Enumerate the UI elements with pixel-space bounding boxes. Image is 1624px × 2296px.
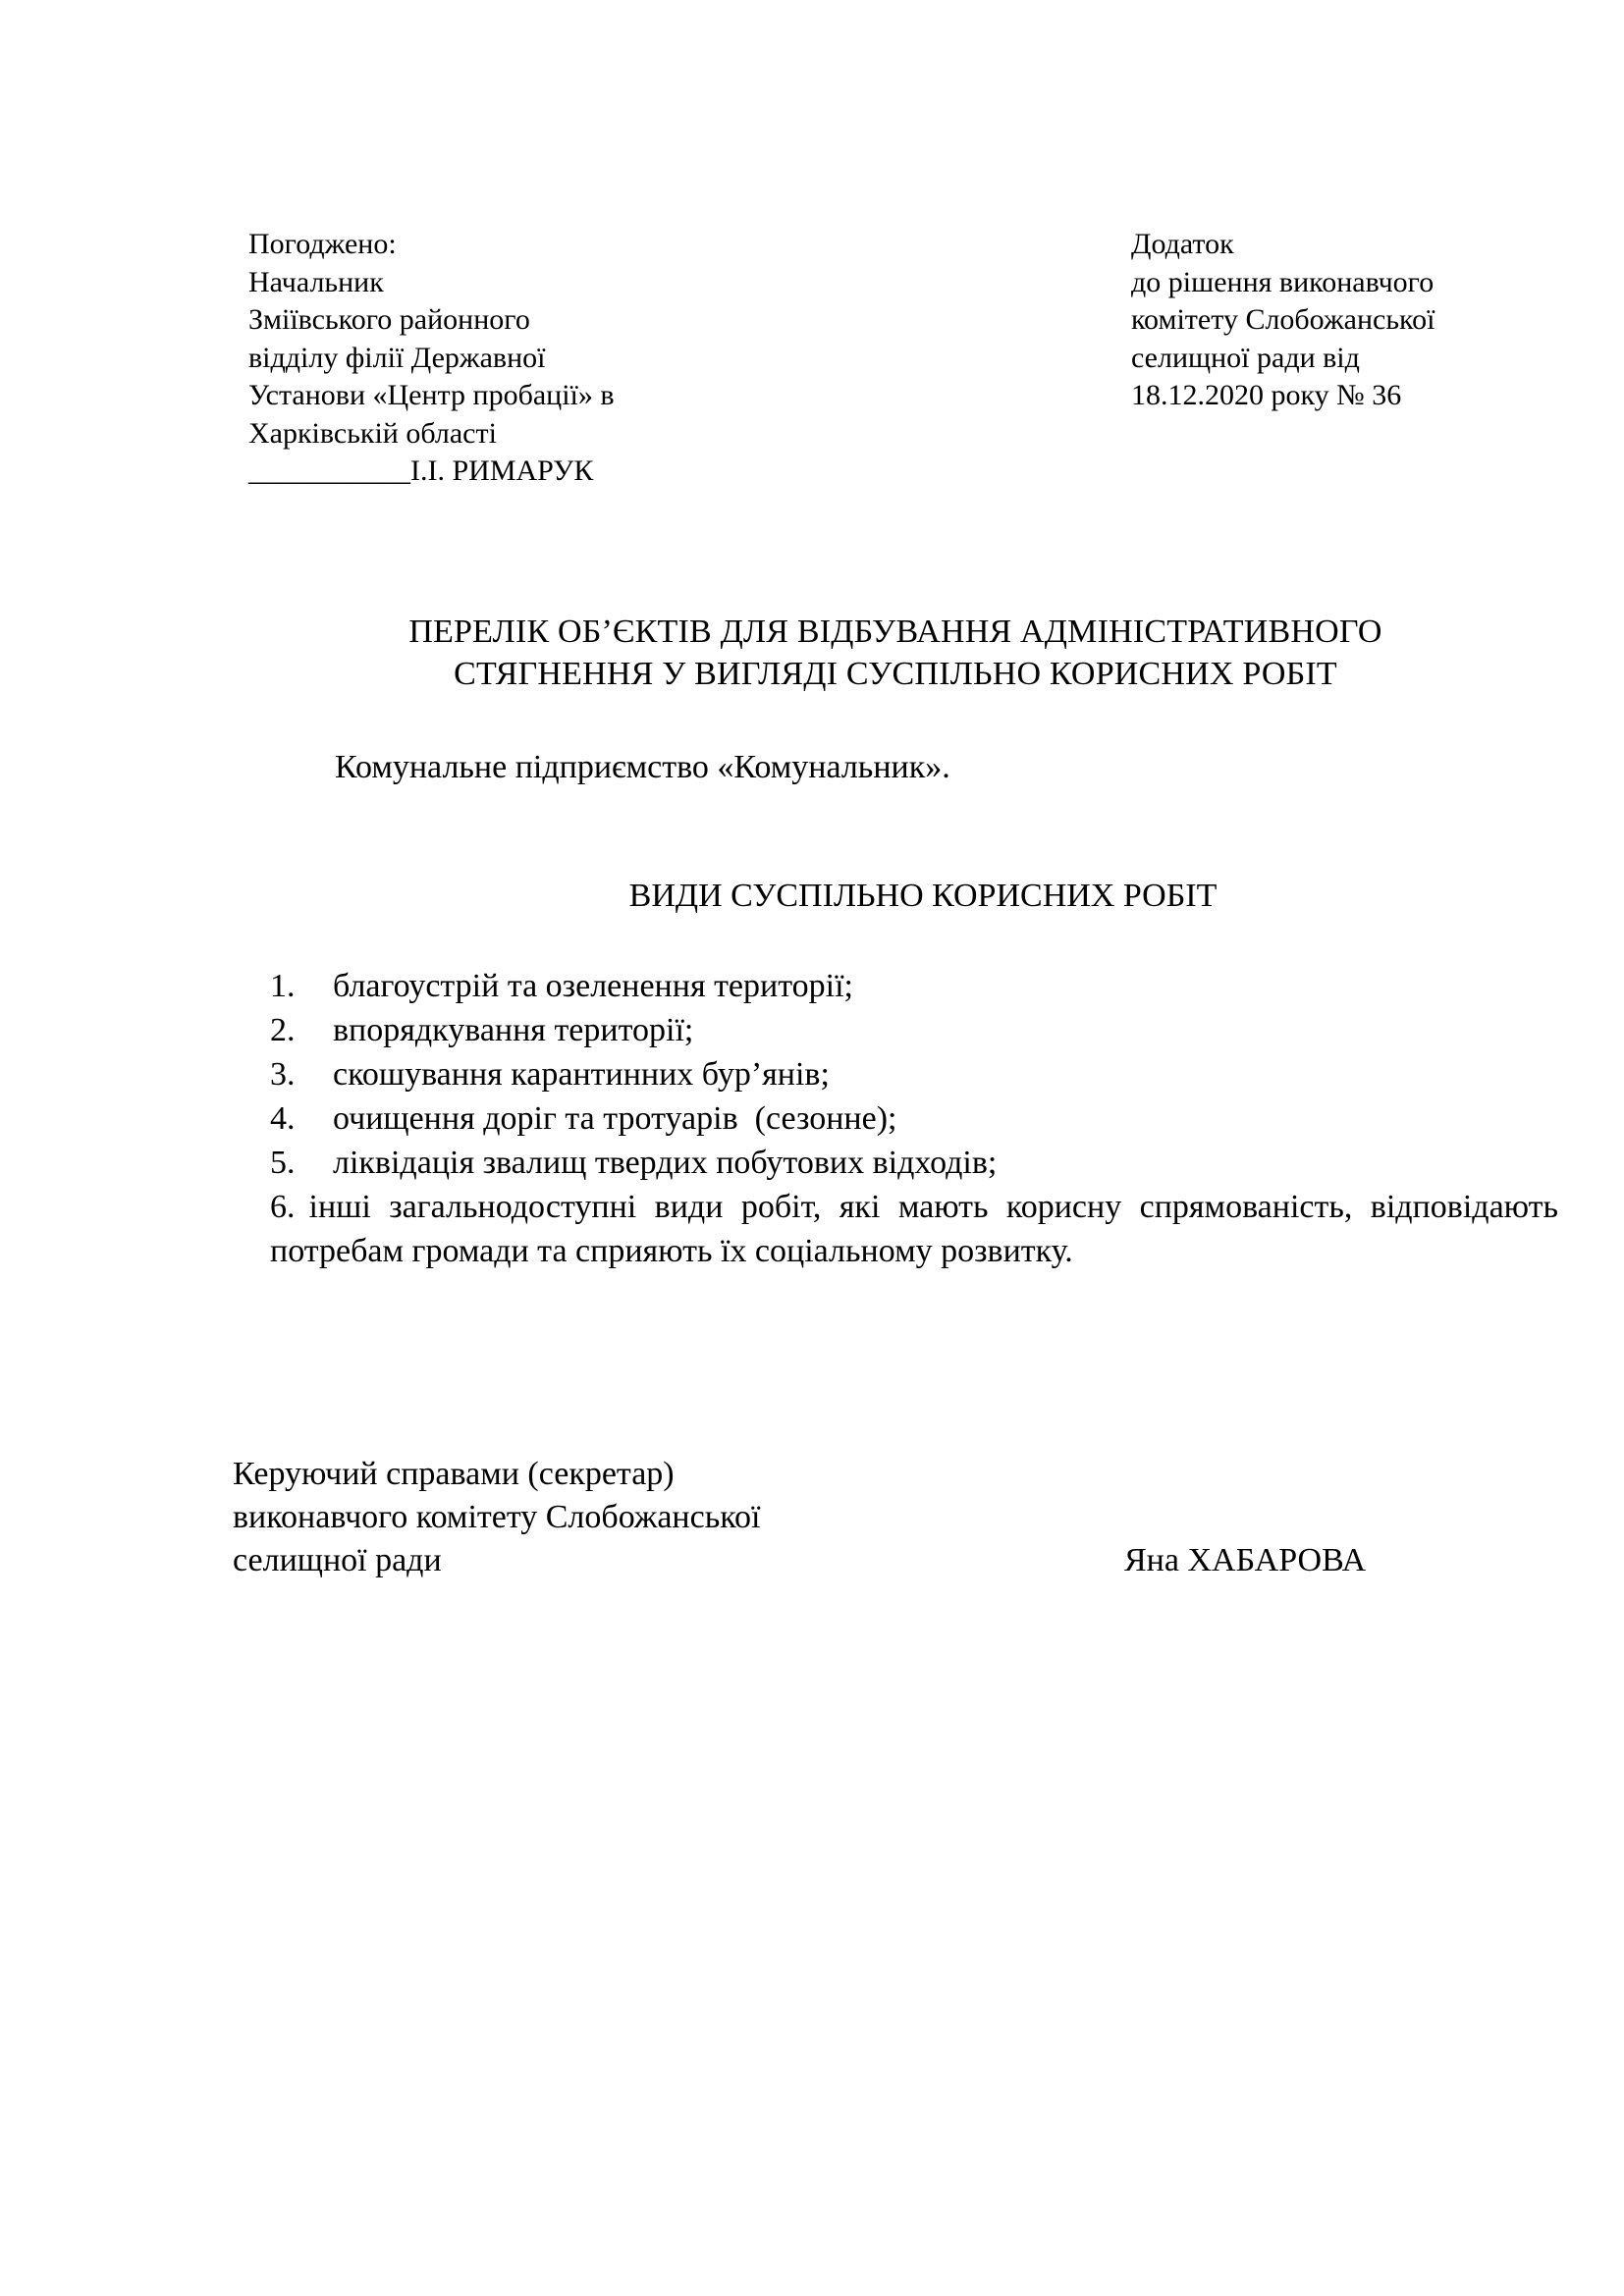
list-item xyxy=(270,1141,1558,1185)
list-item-text: інші загальнодоступні види робіт, які мають корисну спрямованість, відповідають потребам громади та сприяють їх соціальному розвитку. xyxy=(270,1189,1558,1269)
list-item-number: 5. xyxy=(270,1145,296,1181)
signatory-title-line: селищної ради xyxy=(233,1542,442,1578)
approval-line: Зміївського районного xyxy=(248,303,530,336)
signatory-name: Яна ХАБАРОВА xyxy=(1124,1542,1367,1578)
approval-line: відділу філії Державної xyxy=(248,341,546,374)
list-item-text: впорядкування території; xyxy=(333,1012,694,1048)
list-item-text: скошування карантинних бур’янів; xyxy=(333,1056,830,1093)
approval-block xyxy=(248,226,759,491)
signature-block xyxy=(233,1453,760,1582)
title-line: ПЕРЕЛІК ОБ’ЄКТІВ ДЛЯ ВІДБУВАННЯ АДМІНІСТРАТИВНОГО xyxy=(408,614,1382,650)
approval-signature-line: ___________І.І. РИМАРУК xyxy=(248,454,594,487)
approval-line: Установи «Центр пробації» в xyxy=(248,379,615,411)
list-item-text: благоустрій та озеленення території; xyxy=(333,968,853,1004)
list-item-number: 6. xyxy=(270,1189,296,1225)
list-item xyxy=(270,964,1558,1008)
document-title xyxy=(0,611,1624,695)
signatory-title-line: виконавчого комітету Слобожанської xyxy=(233,1499,761,1535)
list-item-number: 3. xyxy=(270,1056,296,1093)
list-item-number: 4. xyxy=(270,1100,296,1137)
annex-line: Додаток xyxy=(1131,228,1234,260)
annex-line: комітету Слобожанської xyxy=(1131,303,1435,336)
annex-line: до рішення виконавчого xyxy=(1131,265,1435,298)
signatory-title-line: Керуючий справами (секретар) xyxy=(233,1456,675,1492)
title-line: СТЯГНЕННЯ У ВИГЛЯДІ СУСПІЛЬНО КОРИСНИХ РОБІТ xyxy=(454,656,1337,692)
annex-line: селищної ради від xyxy=(1131,341,1360,374)
list-item-text: очищення доріг та тротуарів (сезонне); xyxy=(333,1100,897,1137)
approval-line: Начальник xyxy=(248,265,384,298)
company-name: Комунальне підприємство «Комунальник». xyxy=(335,749,950,785)
list-item xyxy=(270,1052,1558,1096)
list-item-text: ліквідація звалищ твердих побутових відходів; xyxy=(333,1145,998,1181)
list-item xyxy=(270,1185,1558,1273)
works-list xyxy=(270,964,1558,1273)
annex-block xyxy=(1131,226,1543,415)
approval-line: Погоджено: xyxy=(248,228,397,260)
approval-line: Харківській області xyxy=(248,416,497,450)
list-item-number: 2. xyxy=(270,1012,296,1048)
list-item xyxy=(270,1096,1558,1141)
works-heading: ВИДИ СУСПІЛЬНО КОРИСНИХ РОБІТ xyxy=(628,878,1218,914)
list-item-number: 1. xyxy=(270,968,296,1004)
annex-line: 18.12.2020 року № 36 xyxy=(1131,379,1402,411)
list-item xyxy=(270,1008,1558,1052)
